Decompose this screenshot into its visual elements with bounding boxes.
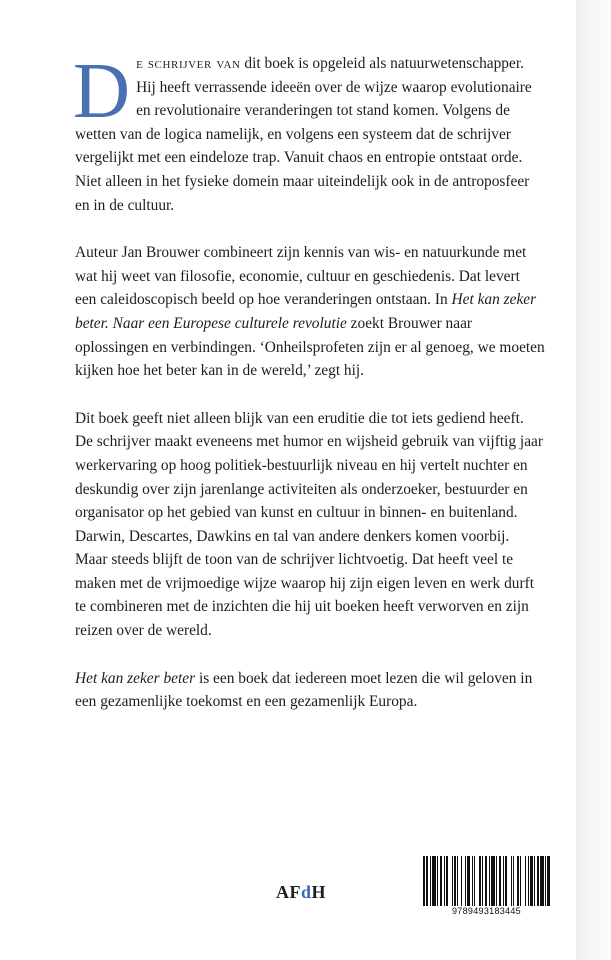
closing-text: is een boek dat iedereen moet lezen die wil geloven in een gezamenlijke toekomst en een gezamenlijk Europa. (75, 669, 533, 711)
intro-small-caps: e schrijver van (136, 55, 241, 72)
author-text-a: Auteur Jan Brouwer combineert zijn kennis van wis- en natuurkunde met wat hij weet van filosofie, economie, cultuur en geschiedenis. Dat levert een caleidoscopisch beeld op hoe veranderingen ontstaan. In (75, 244, 527, 309)
isbn-number: 9789493183445 (452, 906, 521, 916)
paragraph-erudition: Dit boek geeft niet alleen blijk van een eruditie die tot iets gediend heeft. De schrijver maakt eveneens met humor en wijsheid gebruik van vijftig jaar werkervaring op hoog politiek-bestuurlijk niveau en hij vertelt nuchter en deskundig over zijn jarenlange activiteiten als onderzoeker, bestuurder en organisator op het gebied van kunst en cultuur in binnen- en buitenland. Darwin, Descartes, Dawkins en tal van andere denkers komen voorbij. Maar steeds blijft de toon van de schrijver lichtvoetig. Dat heeft veel te maken met de vrijmoedige wijze waarop hij zijn eigen leven en werk durft te combineren met de inzichten die hij uit boeken heeft verworven en zijn reizen over de wereld. (75, 409, 543, 640)
book-title-short: Het kan zeker beter (75, 669, 196, 687)
isbn-barcode (423, 856, 550, 906)
publisher-logo: AFdH (276, 882, 327, 902)
publisher-logo-accent: d (301, 882, 312, 902)
drop-cap: D (73, 48, 131, 135)
book-title-full: Het kan zeker beter. Naar een Europese culturele revolutie (75, 291, 537, 332)
paragraph-intro (73, 48, 545, 217)
paragraph-author (75, 241, 545, 383)
blurb-text (73, 48, 545, 738)
spine-edge (576, 0, 611, 960)
paragraph-closing (75, 667, 545, 714)
intro-text: dit boek is opgeleid als natuurwetenschapper. Hij heeft verrassende ideeën over de wijze waarop evolutionaire en revolutionaire veranderingen tot stand komen. Volgens de wetten van de logica namelijk, en volgens een systeem dat de schrijver vergelijkt met een eindeloze trap. Vanuit chaos en entropie ontstaat orde. Niet alleen in het fysieke domein maar uiteindelijk ook in de antroposfeer en in de cultuur. (75, 55, 532, 214)
author-text-b: zoekt Brouwer naar oplossingen en verbindingen. ‘Onheilsprofeten zijn er al genoeg, we moeten kijken hoe het beter kan in de wereld,’ zegt hij. (75, 314, 545, 380)
